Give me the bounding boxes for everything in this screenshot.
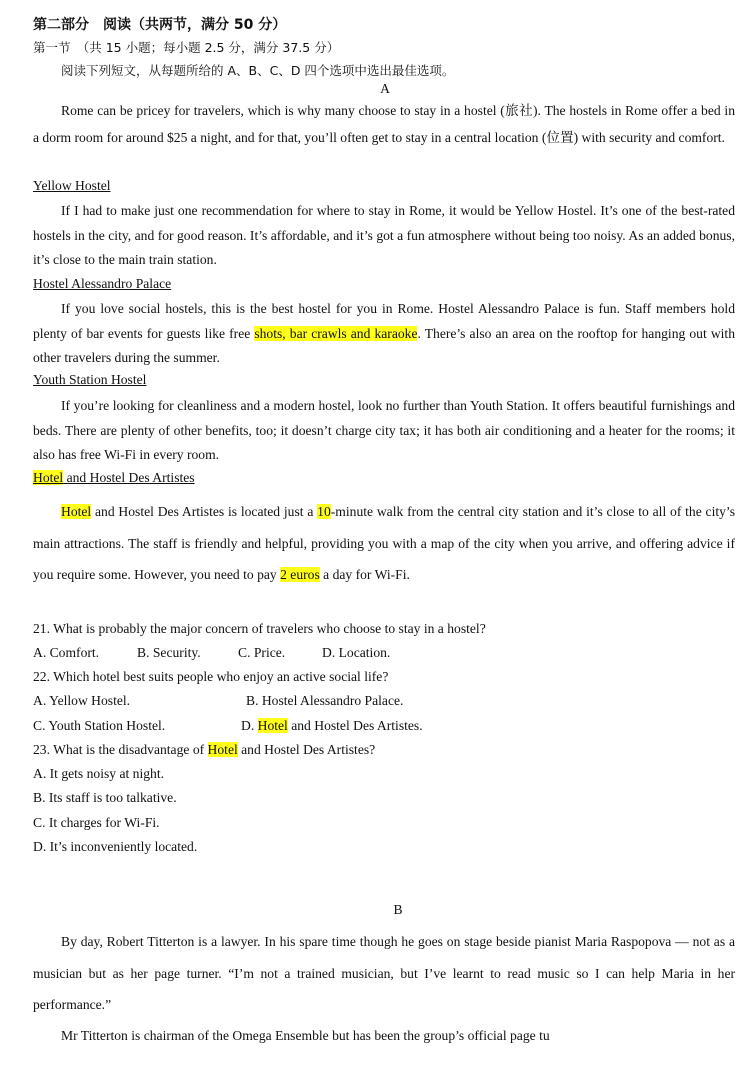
q21-stem: 21. What is probably the major concern of travelers who choose to stay in a hostel?: [33, 621, 486, 636]
youth-station-text: If you’re looking for cleanliness and a modern hostel, look no further than Youth Station. It offers beautiful furnishings and beds. There are plenty of other benefits, too; it doesn’t charge city tax; it has both air conditioning and a heater for the rooms; it also has free Wi-Fi in every room.: [33, 398, 735, 462]
q21-option-d: D. Location.: [322, 645, 391, 660]
section-title: 第一节 （共 15 小题；每小题 2.5 分，满分 37.5 分）: [33, 40, 340, 55]
q22-option-d: D. Hotel and Hostel Des Artistes.: [241, 718, 423, 733]
q21-option-a: A. Comfort.: [33, 645, 100, 660]
passage-a-intro: Rome can be pricey for travelers, which is why many choose to stay in a hostel (旅社). The hostels in Rome offer a bed in a dorm room for around $25 a night, and for that, you’ll often get to stay in a central location (位置) with security and comfort.: [33, 103, 735, 145]
alessandro-heading: Hostel Alessandro Palace: [33, 276, 172, 291]
passage-a-letter: A: [380, 81, 390, 96]
q22-option-b: B. Hostel Alessandro Palace.: [246, 693, 404, 708]
artistes-heading: Hotel and Hostel Des Artistes: [33, 470, 195, 485]
artistes-text: Hotel and Hostel Des Artistes is located just a 10-minute walk from the central city station and it’s close to all of the city’s main attractions. The staff is friendly and helpful, providing you with a map of the city when you arrive, and offering advice if you require some. However, you need to pay 2 euros a day for Wi-Fi.: [33, 504, 735, 582]
q23-option-c: C. It charges for Wi-Fi.: [33, 815, 160, 830]
highlight-shots: shots, bar crawls and karaoke: [254, 325, 418, 341]
passage-b-p2: Mr Titterton is chairman of the Omega Ensemble but has been the group’s official page tu: [61, 1028, 550, 1043]
youth-station-heading: Youth Station Hostel: [33, 372, 147, 387]
passage-b-letter: B: [393, 902, 403, 917]
q23-option-d: D. It’s inconveniently located.: [33, 839, 198, 854]
q23-option-b: B. Its staff is too talkative.: [33, 790, 177, 805]
instruction: 阅读下列短文，从每题所给的 A、B、C、D 四个选项中选出最佳选项。: [61, 63, 455, 78]
yellow-hostel-heading: Yellow Hostel: [33, 178, 111, 193]
alessandro-text: If you love social hostels, this is the best hostel for you in Rome. Hostel Alessandro Palace is fun. Staff members hold plenty of bar events for guests like free shots, bar crawls and karaoke. There’s also an area on the rooftop for hanging out with other travelers during the summer.: [33, 301, 735, 365]
q21-option-c: C. Price.: [238, 645, 286, 660]
q23-option-a: A. It gets noisy at night.: [33, 766, 165, 781]
q22-stem: 22. Which hotel best suits people who enjoy an active social life?: [33, 669, 389, 684]
q23-stem: 23. What is the disadvantage of Hotel and Hostel Des Artistes?: [33, 742, 376, 757]
q22-option-a: A. Yellow Hostel.: [33, 693, 131, 708]
part-title: 第二部分 阅读（共两节，满分 50 分）: [33, 17, 287, 33]
yellow-hostel-text: If I had to make just one recommendation for where to stay in Rome, it would be Yellow Hostel. It’s one of the best-rated hostels in the city, and for good reason. It’s affordable, and it’s got a fun atmosphere without being too noisy. As an added bonus, it’s close to the main train station.: [33, 203, 735, 267]
q22-option-c: C. Youth Station Hostel.: [33, 718, 166, 733]
passage-b-p1: By day, Robert Titterton is a lawyer. In his spare time though he goes on stage beside pianist Maria Raspopova — not as a musician but as her page turner. “I’m not a trained musician, but I’ve learnt to read music so I can help Maria in her performance.”: [33, 934, 735, 1012]
q21-option-b: B. Security.: [137, 645, 201, 660]
